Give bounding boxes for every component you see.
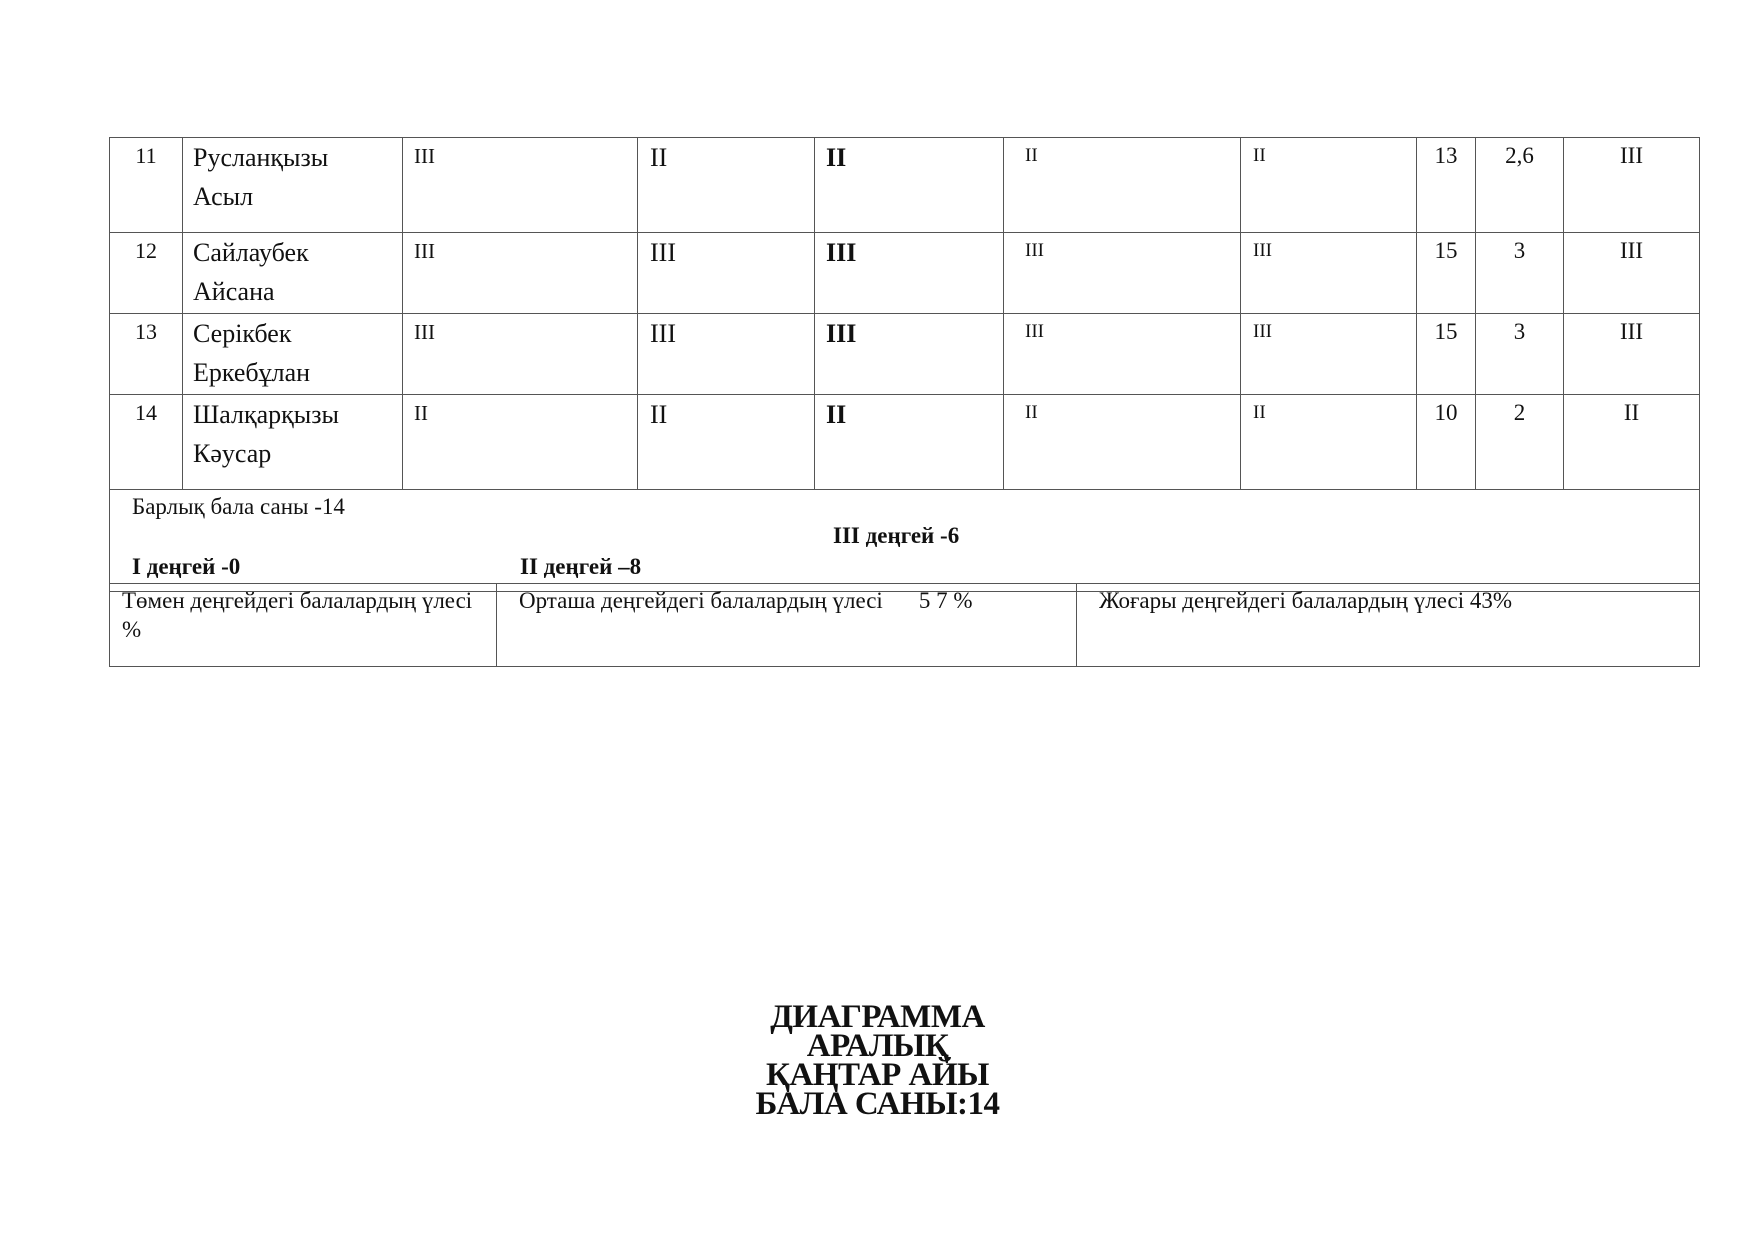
level-2-count: II деңгей –8 <box>520 554 642 579</box>
heading-line: АРАЛЫҚ <box>806 1028 949 1064</box>
table-row <box>110 233 1700 314</box>
average-score: 2 <box>1476 395 1564 490</box>
total-score: 15 <box>1417 314 1476 395</box>
criterion-5: II <box>1241 138 1417 233</box>
criterion-1: II <box>403 395 638 490</box>
child-name: Серікбек Еркебұлан <box>183 314 403 395</box>
result-level: III <box>1564 233 1700 314</box>
criterion-4: III <box>1004 233 1241 314</box>
diagram-heading <box>0 999 1755 1122</box>
criterion-4: II <box>1004 395 1241 490</box>
mid-share-value: 5 7 % <box>918 588 973 613</box>
row-number: 14 <box>110 395 183 490</box>
table-row <box>110 395 1700 490</box>
criterion-3: III <box>815 314 1004 395</box>
average-score: 3 <box>1476 314 1564 395</box>
row-number: 13 <box>110 314 183 395</box>
result-level: III <box>1564 314 1700 395</box>
criterion-2: II <box>638 395 815 490</box>
mid-share: Орташа деңгейдегі балалардың үлесі 5 7 % <box>497 584 1077 667</box>
summary-row <box>110 490 1700 592</box>
share-table <box>109 583 1700 667</box>
table-row <box>110 138 1700 233</box>
result-level: II <box>1564 395 1700 490</box>
total-score: 15 <box>1417 233 1476 314</box>
criterion-5: III <box>1241 314 1417 395</box>
average-score: 2,6 <box>1476 138 1564 233</box>
criterion-2: III <box>638 314 815 395</box>
low-share: Төмен деңгейдегі балалардың үлесі % <box>110 584 497 667</box>
table-row <box>110 584 1700 667</box>
criterion-2: II <box>638 138 815 233</box>
criterion-3: II <box>815 395 1004 490</box>
row-number: 11 <box>110 138 183 233</box>
criterion-1: III <box>403 138 638 233</box>
high-share: Жоғары деңгейдегі балалардың үлесі 43% <box>1077 584 1700 667</box>
criterion-3: II <box>815 138 1004 233</box>
table-row <box>110 314 1700 395</box>
results-table <box>109 137 1700 592</box>
result-level: III <box>1564 138 1700 233</box>
heading-line: БАЛА САНЫ:14 <box>755 1086 1000 1122</box>
criterion-1: III <box>403 233 638 314</box>
heading-line: ҚАҢТАР АЙЫ <box>766 1057 989 1093</box>
criterion-3: III <box>815 233 1004 314</box>
heading-line: ДИАГРАММА <box>770 999 985 1035</box>
child-name: Сайлаубек Айсана <box>183 233 403 314</box>
criterion-5: III <box>1241 233 1417 314</box>
total-children: Барлық бала саны -14 <box>132 494 345 519</box>
criterion-5: II <box>1241 395 1417 490</box>
total-score: 13 <box>1417 138 1476 233</box>
level-3-count: III деңгей -6 <box>833 523 960 548</box>
criterion-4: II <box>1004 138 1241 233</box>
total-score: 10 <box>1417 395 1476 490</box>
child-name: Шалқарқызы Кәусар <box>183 395 403 490</box>
summary-cell <box>110 490 1699 591</box>
child-name: Русланқызы Асыл <box>183 138 403 233</box>
average-score: 3 <box>1476 233 1564 314</box>
criterion-4: III <box>1004 314 1241 395</box>
row-number: 12 <box>110 233 183 314</box>
criterion-2: III <box>638 233 815 314</box>
criterion-1: III <box>403 314 638 395</box>
level-1-count: I деңгей -0 <box>132 554 241 579</box>
